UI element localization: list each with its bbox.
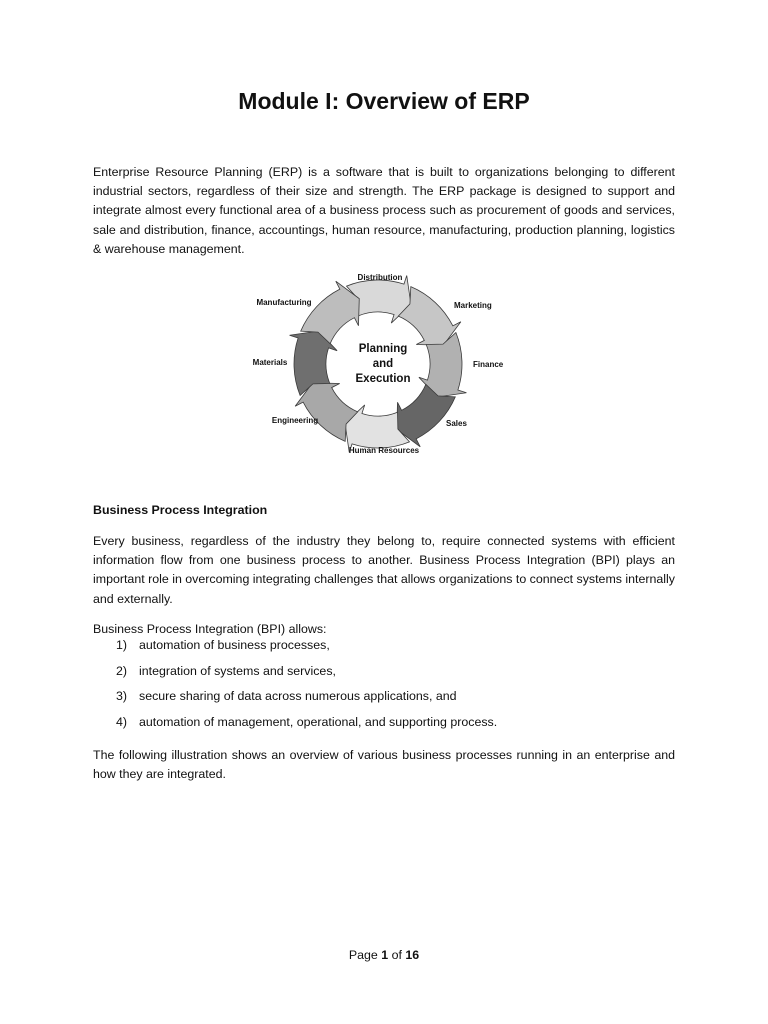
footer-of-label: of xyxy=(391,948,402,962)
list-item xyxy=(93,715,675,741)
erp-cycle-diagram xyxy=(246,268,512,460)
list-item xyxy=(93,689,675,715)
list-item-number: 3) xyxy=(116,689,128,703)
footer-current-page: 1 xyxy=(381,948,389,962)
list-item xyxy=(93,638,675,664)
section-heading: Business Process Integration xyxy=(93,503,268,517)
label-materials: Materials xyxy=(252,358,288,367)
bpi-list xyxy=(93,638,675,740)
page-footer xyxy=(0,948,768,962)
diagram-center-line-2: and xyxy=(372,358,394,370)
label-sales: Sales xyxy=(446,419,467,428)
label-finance: Finance xyxy=(473,360,504,369)
list-item-text: automation of management, operational, and supporting process. xyxy=(139,714,498,729)
footer-total-pages: 16 xyxy=(405,948,420,962)
list-item-text: integration of systems and services, xyxy=(139,663,336,678)
label-manufacturing: Manufacturing xyxy=(256,298,312,307)
footer-page-label: Page xyxy=(348,948,378,962)
list-intro: Business Process Integration (BPI) allows: xyxy=(93,622,327,636)
label-marketing: Marketing xyxy=(454,301,492,310)
list-item xyxy=(93,664,675,690)
list-item-number: 4) xyxy=(116,714,128,729)
list-item-number: 1) xyxy=(116,638,128,652)
section-paragraph: Every business, regardless of the industry they belong to, require connected systems with efficient information flow from one business process to another. Business Process Integration (BPI) plays an important role in overcoming integrating challenges that allows organizations to connect systems internally and externally. xyxy=(93,534,675,606)
diagram-center-line-1: Planning xyxy=(358,343,408,355)
list-item-text: secure sharing of data across numerous applications, and xyxy=(139,689,457,703)
page-title: Module I: Overview of ERP xyxy=(238,88,530,114)
closing-paragraph: The following illustration shows an overview of various business processes running in an enterprise and how they are integrated. xyxy=(93,748,675,782)
label-distribution: Distribution xyxy=(357,273,403,282)
intro-paragraph: Enterprise Resource Planning (ERP) is a software that is built to organizations belonging to different industrial sectors, regardless of their size and strength. The ERP package is designed to support and integrate almost every functional area of a business process such as procurement of goods and services, sale and distribution, finance, accountings, human resource, manufacturing, production planning, logistics & warehouse management. xyxy=(93,165,675,256)
label-human-resources: Human Resources xyxy=(348,446,420,455)
label-engineering: Engineering xyxy=(271,416,319,425)
diagram-center-line-3: Execution xyxy=(355,373,411,385)
list-item-text: automation of business processes, xyxy=(139,638,330,652)
list-item-number: 2) xyxy=(116,663,128,678)
